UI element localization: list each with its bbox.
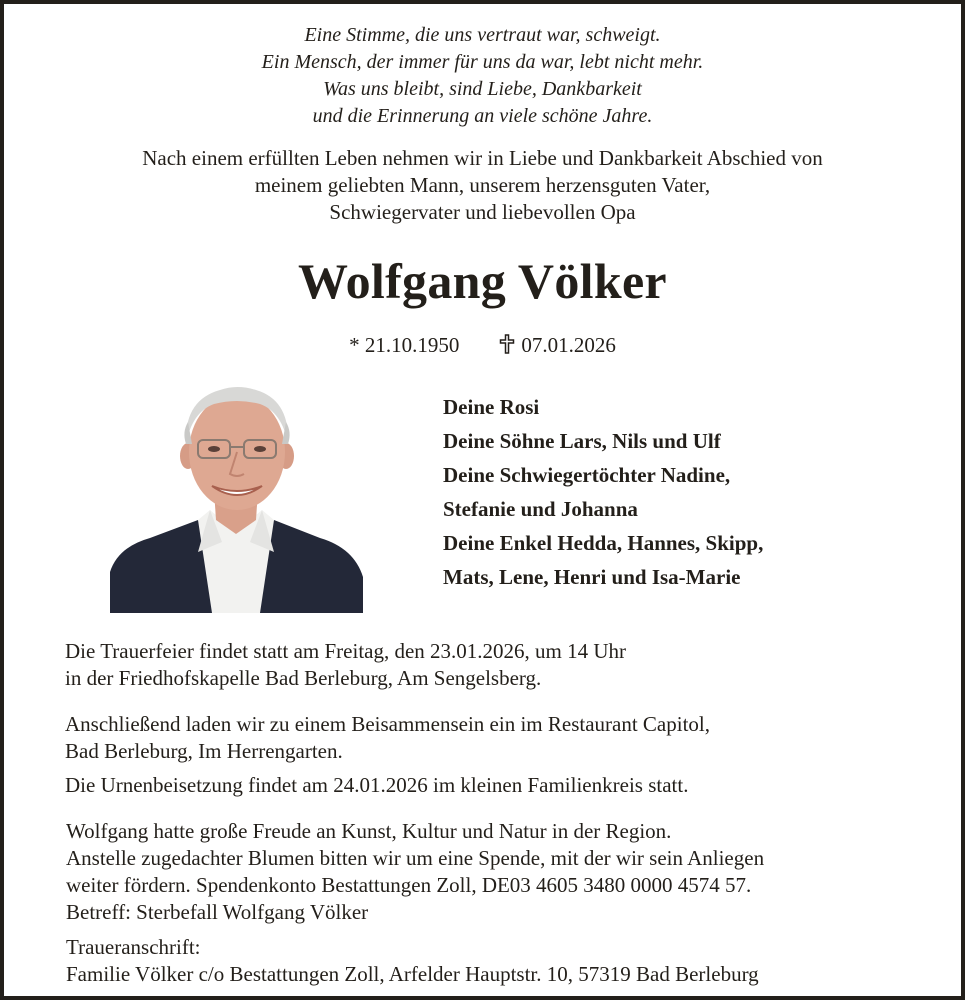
mourner-line: Stefanie und Johanna: [443, 497, 638, 521]
intro-line: Schwiegervater und liebevollen Opa: [329, 200, 636, 224]
gathering-info: [65, 711, 710, 765]
donation-info: [66, 818, 764, 926]
intro-line: meinem geliebten Mann, unserem herzensguten Vater,: [254, 173, 711, 197]
mourner-line: Deine Schwiegertöchter Nadine,: [443, 463, 731, 487]
poem-line: Was uns bleibt, sind Liebe, Dankbarkeit: [323, 78, 642, 100]
memorial-poem: [4, 22, 961, 130]
address-label: Traueranschrift:: [66, 935, 201, 959]
farewell-intro: [4, 145, 961, 226]
urn-burial-info: [65, 772, 688, 799]
birth-date: * 21.10.1950: [349, 333, 460, 357]
mourner-line: Deine Söhne Lars, Nils und Ulf: [443, 429, 721, 453]
donation-line: Wolfgang hatte große Freude an Kunst, Kultur und Natur in der Region.: [66, 819, 672, 843]
urn-line: Die Urnenbeisetzung findet am 24.01.2026 im kleinen Familienkreis statt.: [65, 773, 689, 797]
intro-line: Nach einem erfüllten Leben nehmen wir in Liebe und Dankbarkeit Abschied von: [142, 146, 823, 170]
poem-line: Eine Stimme, die uns vertraut war, schweigt.: [304, 24, 661, 46]
donation-line: weiter fördern. Spendenkonto Bestattungen Zoll, DE03 4605 3480 0000 4574 57.: [66, 873, 752, 897]
gathering-line: Anschließend laden wir zu einem Beisammensein ein im Restaurant Capitol,: [65, 712, 711, 736]
mourners-list: [443, 390, 763, 594]
poem-line: Ein Mensch, der immer für uns da war, lebt nicht mehr.: [261, 51, 704, 73]
mourning-address: [66, 934, 759, 988]
mourner-line: Deine Rosi: [443, 395, 540, 419]
donation-line: Betreff: Sterbefall Wolfgang Völker: [66, 900, 369, 924]
death-date: 07.01.2026: [521, 333, 616, 357]
funeral-info: [65, 638, 626, 692]
mourner-line: Deine Enkel Hedda, Hannes, Skipp,: [443, 531, 764, 555]
funeral-line: Die Trauerfeier findet statt am Freitag, den 23.01.2026, um 14 Uhr: [65, 639, 627, 663]
cross-icon: [499, 334, 515, 354]
donation-line: Anstelle zugedachter Blumen bitten wir um eine Spende, mit der wir sein Anliegen: [66, 846, 765, 870]
deceased-name: Wolfgang Völker: [298, 253, 667, 309]
funeral-line: in der Friedhofskapelle Bad Berleburg, Am Sengelsberg.: [65, 666, 542, 690]
life-dates: [4, 332, 961, 358]
gathering-line: Bad Berleburg, Im Herrengarten.: [65, 739, 343, 763]
poem-line: und die Erinnerung an viele schöne Jahre.: [312, 105, 653, 127]
address-line: Familie Völker c/o Bestattungen Zoll, Arfelder Hauptstr. 10, 57319 Bad Berleburg: [66, 962, 759, 986]
mourner-line: Mats, Lene, Henri und Isa-Marie: [443, 565, 741, 589]
portrait-photo: [110, 382, 363, 613]
